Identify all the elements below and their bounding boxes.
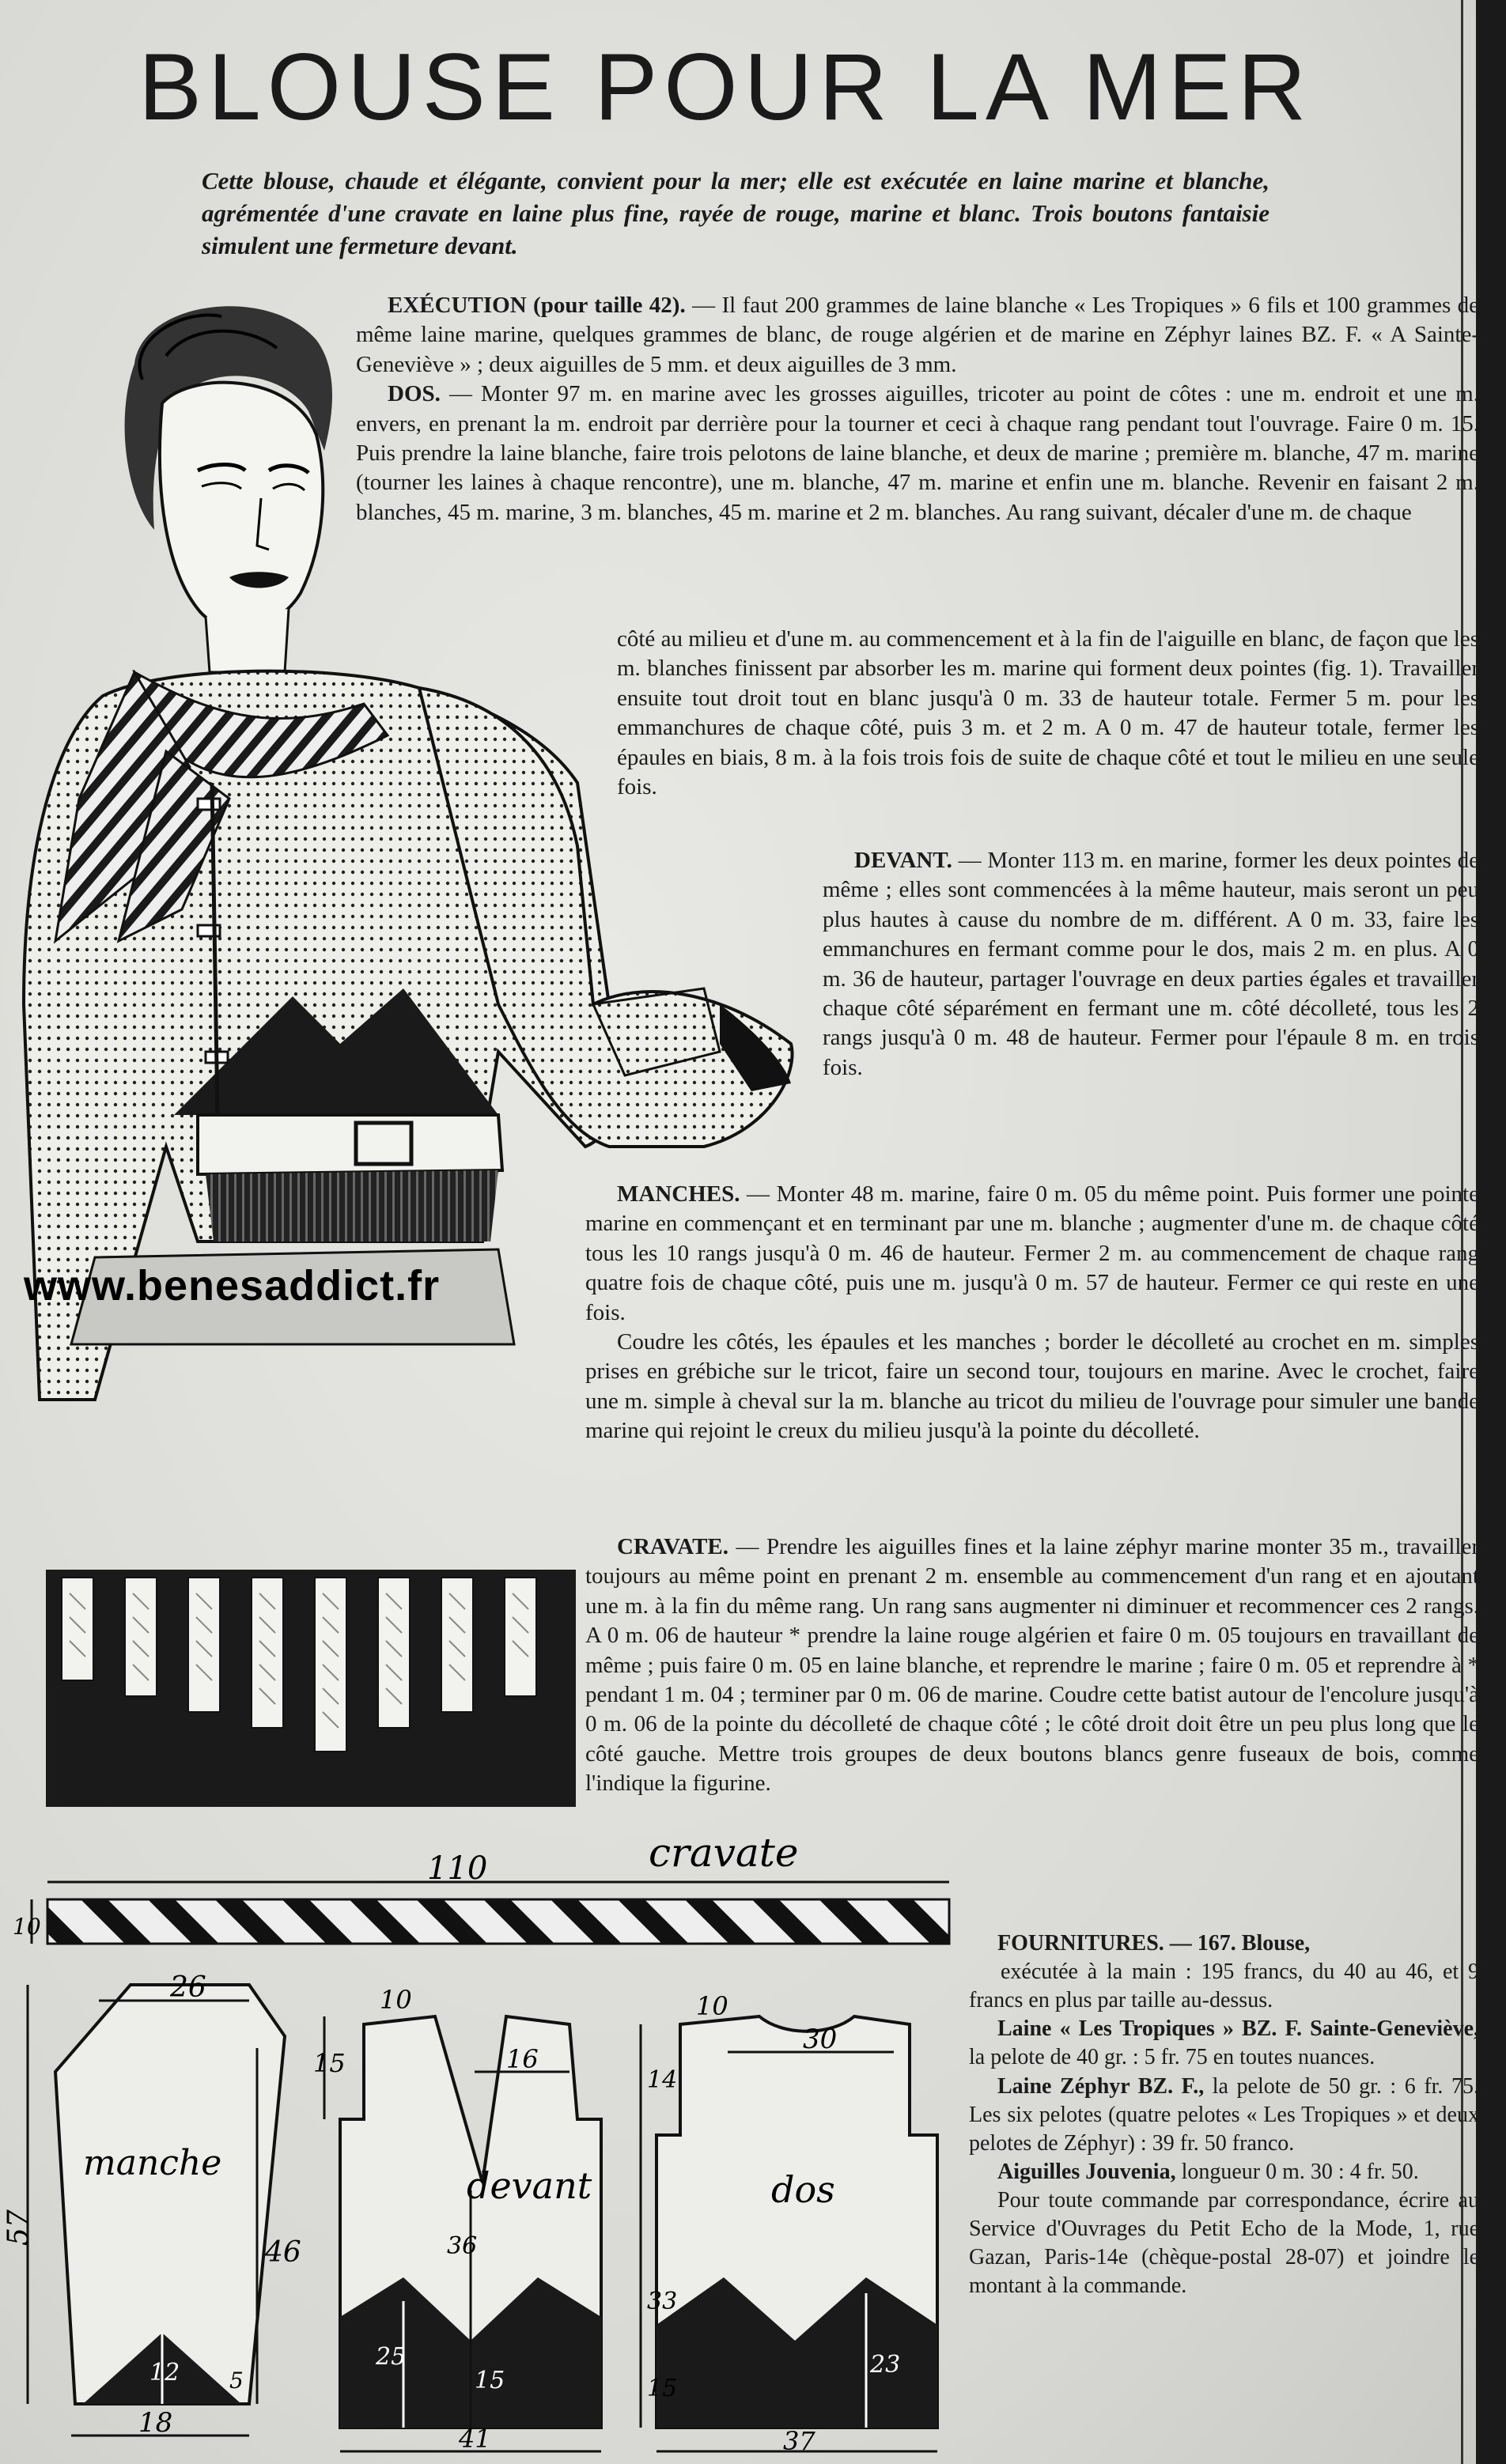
manche-top-label: 26 [170, 1971, 206, 2004]
dos-heading: DOS. [388, 381, 441, 407]
devant-text: — Monter 113 m. en marine, former les deux pointes de même ; elles sont commencées à la même hauteur, mais seront un peu plus hautes à cause du nombre de m. différent. A 0 m. 33, faire les emmanchures en fermant comme pour le dos, mais 2 m. en plus. A 0 m. 36 de hauteur, partager l'ouvrage en deux parties égales et travailler chaque côté séparément en fermant une m. côté décolleté, tous les 2 rangs jusqu'à 0 m. 48 de hauteur. Fermer pour l'épaule 8 m. en trois fois. [823, 848, 1479, 1080]
dos-h1-label: 33 [647, 2288, 678, 2315]
dos-text-continued: côté au milieu et d'une m. au commencement et à la fin de l'aiguille en blanc, de façon que les m. blanches finissent par absorber les m. marine qui forment deux pointes (fig. 1). Travailler ensuite tout droit tout en blanc jusqu'à 0 m. 33 de hauteur totale. Fermer 5 m. pour les emmanchures de chaque côté, puis 3 m. et 2 m. A 0 m. 47 de hauteur totale, fermer les épaules en biais, 8 m. à la fois trois fois de suite de chaque côté et tout le milieu en une seule fois. [617, 626, 1479, 800]
manches-text: — Monter 48 m. marine, faire 0 m. 05 du même point. Puis former une pointe marine en commençant et en terminant par une m. blanche ; augmenter d'une m. de chaque côté tous les 10 rangs jusqu'à 0 m. 46 de hauteur. Fermer 2 m. au commencement de chaque rang quatre fois de chaque côté, puis une m. jusqu'à 0 m. 57 de hauteur. Fermer ce qui reste en une fois. [585, 1181, 1479, 1325]
dos-text: — Monter 97 m. en marine avec les grosses aiguilles, tricoter au point de côtes : une m. endroit et une m. envers, en prenant la m. endroit par derrière pour la tourner et ceci à chaque rang pendant tout l'ouvrage. Faire 0 m. 15. Puis prendre la laine blanche, faire trois pelotons de laine blanche, et deux de marine ; première m. blanche, 47 m. marine (tourner les laines à chaque rencontre), une m. blanche, 47 m. marine et enfin une m. blanche. Revenir en faisant 2 m. blanches, 45 m. marine, 3 m. blanches, 45 m. marine et 2 m. blanches. Au rang suivant, décaler d'une m. de chaque [356, 381, 1479, 525]
intro-paragraph: Cette blouse, chaude et élégante, convient pour la mer; elle est exécutée en laine marine et blanche, agrémentée d'une cravate en laine plus fine, rayée de rouge, marine et blanc. Trois boutons fantaisie simulent une fermeture devant. [202, 167, 1270, 260]
fournitures-line4a: Aiguilles Jouvenia, [997, 2159, 1176, 2184]
devant-h1-label: 25 [376, 2343, 407, 2371]
devant-dec-label: 36 [447, 2232, 478, 2260]
fournitures-line3b: la pelote de 50 gr. : 6 fr. 75. Les six pelotes (quatre pelotes « Les Tropiques » et deux pelotes de Zéphyr) : 39 fr. 50 franco. [969, 2073, 1479, 2156]
dos-top-label: 30 [803, 2024, 838, 2055]
cravate-length-label: 110 [427, 1850, 488, 1887]
fournitures-line1: exécutée à la main : 195 francs, du 40 au 46, et 9 francs en plus par taille au-dessus. [969, 1959, 1479, 2013]
manche-height-label: 57 [2, 2209, 35, 2246]
devant-shoulder-label: 10 [380, 1985, 412, 2015]
dos-shoulder-label: 10 [696, 1991, 728, 2021]
stitch-swatch-figure [46, 1570, 576, 1807]
fournitures-line3a: Laine Zéphyr BZ. F., [997, 2073, 1205, 2099]
cravate-label: cravate [649, 1830, 799, 1876]
cravate-width-label: 10 [13, 1914, 41, 1940]
manche-diagram [2, 1961, 328, 2455]
manche-side-label: 5 [229, 2368, 244, 2394]
execution-heading: EXÉCUTION (pour taille 42). [388, 293, 686, 318]
manche-point-label: 12 [149, 2359, 180, 2387]
devant-h2-label: 15 [475, 2367, 505, 2394]
fournitures-paragraph [969, 1929, 1479, 2300]
dos-label: dos [771, 2168, 835, 2211]
manche-label: manche [83, 2143, 222, 2183]
devant-top-label: 15 [313, 2048, 346, 2078]
page-title: BLOUSE POUR LA MER [138, 34, 1313, 140]
cravate-heading: CRAVATE. [617, 1534, 729, 1559]
manches-heading: MANCHES. [617, 1181, 740, 1207]
manche-bottom-label: 18 [138, 2407, 173, 2439]
devant-label: devant [467, 2164, 592, 2207]
assembly-text: Coudre les côtés, les épaules et les manches ; border le décolleté au crochet en m. simples prises en grébiche sur le tricot, faire un second tour, toujours en marine. Avec le crochet, faire une m. simple à cheval sur la m. blanche au tricot du milieu de l'ouvrage pour simuler une bande marine qui rejoint le creux du milieu jusqu'à la pointe du décolleté. [585, 1329, 1479, 1444]
fournitures-line2a: Laine « Les Tropiques » BZ. F. Sainte-Geneviève, [997, 2016, 1479, 2042]
dos-bottom-label: 37 [783, 2426, 815, 2456]
devant-paragraph [823, 846, 1479, 1083]
cravate-diagram [13, 1830, 989, 1953]
cravate-paragraph [585, 1532, 1479, 1799]
watermark: www.benesaddict.fr [24, 1262, 441, 1309]
manches-paragraph [585, 1180, 1479, 1446]
dos-arm-label: 14 [647, 2066, 678, 2094]
devant-diagram [313, 1985, 633, 2459]
fournitures-heading: FOURNITURES. — 167. Blouse, [997, 1931, 1311, 1956]
manche-height2-label: 46 [265, 2236, 301, 2269]
page-edge-border [1476, 0, 1506, 2464]
execution-text: — Il faut 200 grammes de laine blanche « Les Tropiques » 6 fils et 100 grammes de même laine marine, quelques grammes de blanc, de rouge algérien et de marine en Zéphyr laines BZ. F. « A Sainte-Geneviève » ; deux aiguilles de 5 mm. et deux aiguilles de 3 mm. [356, 293, 1479, 377]
fournitures-line2b: la pelote de 40 gr. : 5 fr. 75 en toutes nuances. [969, 2045, 1375, 2070]
devant-bottom-label: 41 [459, 2424, 491, 2454]
dos-h3-label: 23 [870, 2351, 901, 2379]
devant-heading: DEVANT. [854, 848, 952, 873]
fournitures-line4b: longueur 0 m. 30 : 4 fr. 50. [1175, 2159, 1419, 2184]
dos-diagram [625, 1993, 957, 2459]
execution-paragraph [356, 291, 1479, 527]
cravate-text: — Prendre les aiguilles fines et la laine zéphyr marine monter 35 m., travailler toujours au même point en prenant 2 m. ensemble au commencement d'un rang et en ajoutant une m. à la fin du même rang. Un rang sans augmenter ni diminuer et recommencer ces 2 rangs. A 0 m. 06 de hauteur * prendre la laine rouge algérien et faire 0 m. 05 toujours en travaillant de même ; puis faire 0 m. 05 en laine blanche, et reprendre le marine ; faire 0 m. 05 et reprendre à * pendant 1 m. 04 ; terminer par 0 m. 06 de marine. Coudre cette batist autour de l'encolure jusqu'à 0 m. 06 de la pointe du décolleté de chaque côté ; le côté droit doit être un peu plus long que le côté gauche. Mettre trois groupes de deux boutons blancs genre fuseaux de bois, comme l'indique la figurine. [585, 1534, 1479, 1797]
fournitures-line5: Pour toute commande par correspondance, écrire au Service d'Ouvrages du Petit Echo de la Mode, 1, rue Gazan, Paris-14e (chèque-postal 28-07) et joindre le montant à la commande. [969, 2187, 1479, 2299]
dos-continued-paragraph [617, 625, 1479, 802]
dos-h2-label: 15 [647, 2375, 678, 2402]
devant-neck-label: 16 [506, 2044, 539, 2074]
